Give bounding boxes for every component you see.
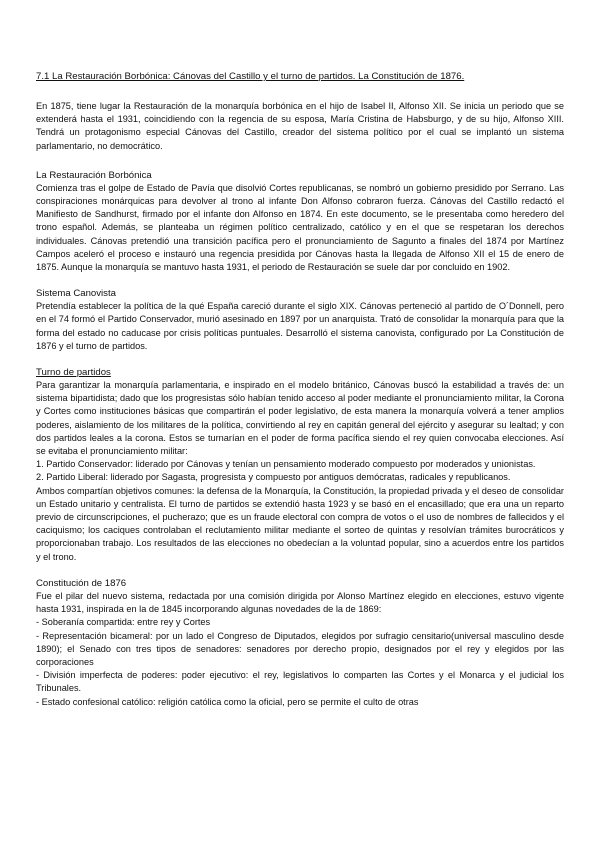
section-turno-partidos — [36, 366, 564, 564]
section-restauracion — [36, 169, 564, 274]
section-heading: Constitución de 1876 — [36, 577, 127, 589]
list-item: - Representación bicameral: por un lado el Congreso de Diputados, elegidos por sufragio censitario(universal masculino desde 1890); el Senado con tres tipos de senadores: senadores por derecho propio, designados por el rey y elegidos por las corporaciones — [36, 630, 564, 667]
section-sistema-canovista — [36, 287, 564, 353]
list-item: 1. Partido Conservador: liderado por Cánovas y tenían un pensamiento moderado compuesto por moderados y unionistas. — [36, 459, 536, 470]
section-heading: Turno de partidos — [36, 367, 111, 379]
list-item: - Estado confesional católico: religión católica como la oficial, pero se permite el culto de otras — [36, 696, 419, 707]
list-item: - Soberanía compartida: entre rey y Cortes — [36, 617, 211, 628]
list-item: - División imperfecta de poderes: poder ejecutivo: el rey, legislativos lo comparten las Cortes y el Monarca y el judicial los Tribunales. — [36, 670, 564, 694]
section-paragraph: Comienza tras el golpe de Estado de Pavía que disolvió Cortes republicanas, se nombró un gobierno presidido por Serrano. Las conspiraciones monárquicas para devolver al trono al infante Don Alfonso cobraron fuerza. Cánovas del Castillo redactó el Manifiesto de Sandhurst, firmado por el infante don Alfonso en 1874. En este documento, se le presentaba como heredero del trono español. Además, se planteaba un régimen político centralizado, católico y en el que se respetaran los derechos individuales. Cánovas pretendió una transición pacífica pero el pronunciamiento de Sagunto a finales del 1874 por Martínez Campos aceleró el proceso e instauró una regencia presidida por Cánovas hasta la llegada de Alfonso XII el 15 de enero de 1875. Aunque la monarquía se mantuvo hasta 1931, el periodo de Restauración se suele dar por concluido en 1902. — [36, 182, 564, 273]
section-heading: La Restauración Borbónica — [36, 169, 152, 181]
document-title: 7.1 La Restauración Borbónica: Cánovas del Castillo y el turno de partidos. La Constitución de 1876. — [36, 71, 465, 82]
section-paragraph: Fue el pilar del nuevo sistema, redactada por una comisión dirigida por Alonso Martínez elegido en elecciones, estuvo vigente hasta 1931, inspirada en la de 1845 incorporando algunas novedades de la de 1869: — [36, 590, 564, 615]
intro-paragraph: En 1875, tiene lugar la Restauración de la monarquía borbónica en el hijo de Isabel II, Alfonso XII. Se inicia un periodo que se extenderá hasta el 1931, coincidiendo con la regencia de su esposa, María Cristina de Habsburgo, y de su hijo, Alfonso XIII. Tendrá un protagonismo especial Cánovas del Castillo, creador del sistema político por el cual se implantó un sistema parlamentario, no democrático. — [36, 101, 564, 151]
section-paragraph: Pretendía establecer la política de la qué España careció durante el siglo XIX. Cánovas perteneció al partido de O´Donnell, pero en el 74 formó el Partido Conservador, murió asesinado en 1897 por un anarquista. Trató de consolidar la monarquía para que la forma del estado no caducase por crisis políticas puntuales. Desarrolló el sistema canovista, configurado por La Constitución de 1876 y el turno de partidos. — [36, 301, 564, 351]
document-page — [36, 70, 564, 722]
section-constitucion-1876 — [36, 577, 564, 709]
list-item: 2. Partido Liberal: liderado por Sagasta, progresista y compuesto por antiguos demócratas, radicales y republicanos. — [36, 472, 511, 483]
section-paragraph: Para garantizar la monarquía parlamentaria, e inspirado en el modelo británico, Cánovas buscó la estabilidad a través de: un sistema bipartidista; dado que los progresistas sólo habían tenido acceso al poder mediante el pronunciamiento militar, la Corona y Cortes como instituciones básicas que compartirán el poder legislativo, de esta manera la monarquía volverá a tener amplios poderes, aislamiento de los militares de la política, convirtiendo al rey en capitán general del ejército y asegurar su lealtad; y con dos partidos leales a la corona. Estos se turnarían en el poder de forma pacífica siendo el rey quien convocaba elecciones. Así se evitaba el pronunciamiento militar: — [36, 380, 564, 457]
section-heading: Sistema Canovista — [36, 288, 116, 300]
section-paragraph: Ambos compartían objetivos comunes: la defensa de la Monarquía, la Constitución, la propiedad privada y el deseo de consolidar un Estado unitario y centralista. El turno de partidos se extendió hasta 1923 y se basó en el encasillado; que era una un reparto previo de circunscripciones, el pucherazo; que es un fraude electoral con compra de votos o el uso de nombres de fallecidos y el caciquismo; los caciques controlaban el reclutamiento militar mediante el sorteo de quintas y resolvían trámites burocráticos y proporcionaban trabajo. Los resultados de las elecciones no obedecían a la voluntad popular, sino a acuerdos entre los partidos y el trono. — [36, 485, 564, 562]
